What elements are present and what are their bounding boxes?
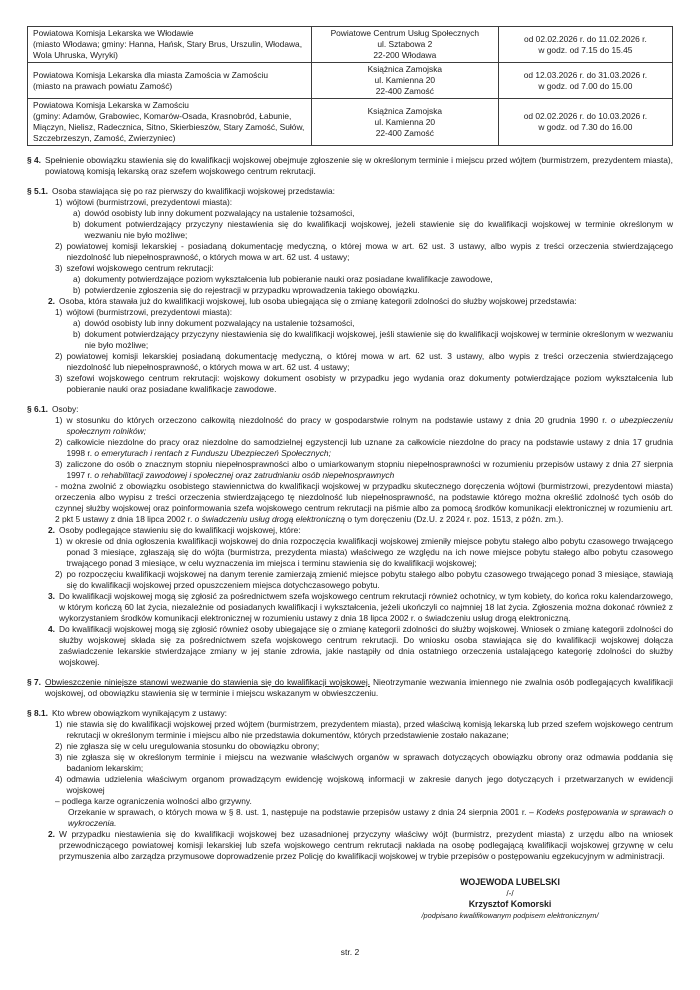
paragraph-text [59, 624, 673, 668]
document-body [27, 155, 673, 862]
paragraph-text [66, 569, 673, 591]
list-item [55, 437, 673, 459]
text-segment: dokument potwierdzający przyczyny niestawienia się do kwalifikacji wojskowej, jeśli stawienie się do kwalifikacji wojskowej w terminie określonym w wezwaniu nie było możliwe; [84, 329, 673, 350]
date-range: od 02.02.2026 r. do 11.02.2026 r. [524, 33, 647, 44]
text-segment: dokumenty potwierdzające poziom wykształcenia lub pobieranie nauki oraz posiadane kwalifikacje zawodowe, [84, 274, 493, 284]
list-item [55, 241, 673, 263]
text-segment: Kodeks postępowania w sprawach o wykroczenia. [68, 807, 673, 828]
item-marker: § 8.1. [27, 708, 48, 718]
list-item [55, 263, 673, 274]
signature-slash-mark: /-/ [506, 889, 514, 898]
paragraph-text [66, 741, 673, 752]
venue-cell [311, 27, 498, 63]
text-segment: o tym doręczeniu (Dz.U. z 2024 r. poz. 1513, z późn. zm.). [345, 514, 564, 524]
item-marker: 3. [48, 591, 55, 601]
paragraph-text [66, 437, 673, 459]
venue-name: Książnica Zamojska [367, 105, 443, 116]
text-segment: Orzekanie w sprawach, o których mowa w § 8. ust. 1, następuje na podstawie przepisów ustawy z dnia 24 sierpnia 2001 r. – [68, 807, 537, 817]
text-segment: szefowi wojskowego centrum rekrutacji: wojskowy dokument osobisty w przypadku jego wydania oraz dokumenty potwierdzające poziom wykształcenia lub pobieranie nauki oraz posiadane kwalifikacje zawodowe. [66, 373, 673, 394]
venue-city: 22-400 Zamość [375, 127, 434, 138]
list-item [73, 318, 673, 329]
text-segment: Osoba, która stawała już do kwalifikacji wojskowej, lub osoba ubiegająca się o zmianę kategorii zdolności do służby wojskowej przedstawia: [59, 296, 577, 306]
text-segment: Osoby podlegające stawieniu się do kwalifikacji wojskowej, które: [59, 525, 301, 535]
text-segment: o ubezpieczeniu społecznym rolników; [66, 415, 674, 436]
text-segment: potwierdzenie zgłoszenia się do rejestracji w przypadku wprowadzenia takiego obowiązku. [84, 285, 420, 295]
venue-street: ul. Sztabowa 2 [377, 39, 433, 49]
item-marker: § 5.1. [27, 186, 48, 196]
date-range: od 12.03.2026 r. do 31.03.2026 r. [523, 69, 648, 80]
text-segment: W przypadku niestawienia się do kwalifikacji wojskowej bez uzasadnionej przyczyny właściwy wójt (burmistrz, prezydent miasta) z urzędu albo na wniosek przewodniczącego powiatowej komisji lekarskiej lub szefa wojskowego centrum rekrutacji nakłada na osobę podlegającą kwalifikacji wojskowej grzywnę w celu przymuszenia albo zarządza przymusowe doprowadzenie przez Policję do kwalifikacji wojskowej w trybie przepisów o postępowaniu egzekucyjnym w administracji. [59, 829, 673, 861]
paragraph-text [84, 274, 673, 285]
hours-range: w godz. od 7.15 do 15.45 [538, 44, 633, 55]
commission-cell [28, 63, 312, 99]
item-marker: 3) [55, 459, 63, 469]
item-marker: § 6.1. [27, 404, 48, 414]
text-segment: o rehabilitacji zawodowej i społecznej oraz zatrudnianiu osób niepełnosprawnych [94, 470, 395, 480]
paragraph-text [66, 752, 673, 774]
venue-city: 22-200 Włodawa [373, 50, 437, 60]
list-item [55, 415, 673, 437]
paragraph-text [66, 459, 673, 481]
text-segment: wójtowi (burmistrzowi, prezydentowi miasta): [66, 307, 233, 317]
paragraph-text [84, 208, 673, 219]
paragraph-text [68, 807, 673, 829]
text-segment: nie stawia się do kwalifikacji wojskowej przed wójtem (burmistrzem, prezydentem miasta), przed właściwą komisją lekarską lub przed szefem wojskowego centrum rekrutacji w określonym terminie i miejscu albo nie przedstawia dokumentów, których przedstawienie zostało nakazane; [66, 719, 673, 740]
text-segment: odmawia udzielenia właściwym organom prowadzącym ewidencję wojskową informacji w zakresie danych jego dotyczących i przetwarzanych w ewidencji wojskowej [66, 774, 673, 795]
item-marker: 1) [55, 197, 63, 207]
table-row [28, 63, 673, 99]
item-marker: § 7. [27, 677, 41, 687]
section-paragraph [27, 677, 673, 699]
section-paragraph [27, 155, 673, 177]
dates-cell [498, 99, 672, 146]
text-segment: powiatowej komisji lekarskiej - posiadaną dokumentację medyczną, o której mowa w art. 62 ust. 3 ustawy, albo wypis z treści orzeczenia stwierdzającego niezdolność lub niepełnosprawność, o których mowa w art. 62 ust. 4 ustawy; [66, 241, 673, 262]
list-item [55, 741, 673, 752]
paragraph-text [66, 197, 673, 208]
text-segment: w stosunku do których orzeczono całkowitą niezdolność do pracy w gospodarstwie rolnym na podstawie ustawy z dnia 20 grudnia 1990 r. [66, 415, 611, 425]
dates-cell [498, 63, 672, 99]
text-segment: całkowicie niezdolne do pracy oraz niezdolne do samodzielnej egzystencji lub uznane za całkowicie niezdolne do pracy na podstawie ustawy z dnia 17 grudnia 1998 r. [66, 437, 673, 458]
paragraph-text [52, 708, 673, 719]
text-segment: o emeryturach i rentach z Funduszu Ubezpieczeń Społecznych; [94, 448, 331, 458]
list-item [55, 752, 673, 774]
list-item [55, 719, 673, 741]
section-paragraph [27, 404, 673, 415]
dates-cell [498, 27, 672, 63]
text-segment: nie zgłasza się w określonym terminie i miejscu na wezwanie właściwych organów w sprawach dotyczących obowiązku obrony oraz odmawia poddania się badaniom lekarskim; [66, 752, 673, 773]
item-marker: a) [73, 208, 81, 218]
commission-cell [28, 27, 312, 63]
text-segment: zaliczone do osób o znacznym stopniu niepełnosprawności albo o umiarkowanym stopniu niepełnosprawności w rozumieniu przepisów ustawy z dnia 27 sierpnia 1997 r. [66, 459, 673, 480]
text-segment: Do kwalifikacji wojskowej mogą się zgłosić również osoby ubiegające się o zmianę kategorii zdolności do służby wojskowej. Wniosek o zmianę kategorii zdolności do służby wojskowej składa się za pośrednictwem szefa wojskowego centrum rekrutacji. Do wniosku osoba stawiająca się do kwalifikacji wojskowej dołącza zaświadczenie lekarskie stwierdzające zmiany w jej stanie zdrowia, jakie nastąpiły od dnia ostatniego orzeczenia ustalającego kategorię zdolności do służby wojskowej. [59, 624, 673, 667]
paragraph-text [52, 404, 673, 415]
text-segment: nie zgłasza się w celu uregulowania stosunku do obowiązku obrony; [66, 741, 320, 751]
text-segment: dowód osobisty lub inny dokument pozwalający na ustalenie tożsamości, [84, 318, 355, 328]
text-segment: dowód osobisty lub inny dokument pozwalający na ustalenie tożsamości, [84, 208, 355, 218]
paragraph-text [59, 525, 673, 536]
text-segment: powiatowej komisji lekarskiej posiadaną dokumentację medyczną, o której mowa w art. 62 ust. 3 ustawy, albo wypis z treści orzeczenia stwierdzającego niezdolność lub niepełnosprawność, o których mowa w art. 62 ust. 4 ustawy; [66, 351, 673, 372]
commission-area: (miasto Włodawa; gminy: Hanna, Hańsk, Stary Brus, Urszulin, Włodawa, Wola Uhruska, Wyryki) [33, 39, 303, 60]
text-segment: Osoba stawiająca się po raz pierwszy do kwalifikacji wojskowej przedstawia: [51, 186, 335, 196]
venue-name: Książnica Zamojska [367, 64, 443, 74]
paragraph-text [55, 481, 673, 525]
signature-block [350, 877, 670, 921]
paragraph-text [66, 719, 673, 741]
page-number: str. 2 [340, 947, 360, 957]
text-segment: szefowi wojskowego centrum rekrutacji: [66, 263, 214, 273]
item-marker: 2) [55, 741, 63, 751]
venue-name: Powiatowe Centrum Usług Społecznych [330, 28, 480, 38]
paragraph-text [66, 415, 673, 437]
item-marker: 2. [48, 296, 55, 306]
paragraph-text [84, 285, 673, 296]
hours-range: w godz. od 7.30 do 16.00 [538, 122, 633, 132]
numbered-item [48, 525, 673, 536]
numbered-item [48, 591, 673, 624]
paragraph-text [66, 774, 673, 796]
text-segment: Do kwalifikacji wojskowej mogą się zgłosić za pośrednictwem szefa wojskowego centrum rekrutacji również ochotnicy, w tym kobiety, do końca roku kalendarzowego, w którym kończą 60 lat życia, niezależnie od posiadanych kwalifikacji i wykształcenia, jeżeli ukończyli co najmniej 18 lat życia. Zgłoszenia można dokonać również z wykorzystaniem środków komunikacji elektronicznej w rozumieniu ustawy z dnia 18 lipca 2002 r. o świadczeniu usług drogą elektroniczną. [59, 591, 673, 623]
item-marker: 2. [48, 829, 55, 839]
text-segment: po rozpoczęciu kwalifikacji wojskowej na danym terenie zamierzają zmienić miejsce pobytu stałego albo pobytu czasowego trwającego ponad 3 miesiące, stawiają się do kwalifikacji wojskowej przed opuszczeniem miejsca dotychczasowego pobytu. [66, 569, 673, 590]
numbered-item [48, 296, 673, 307]
signer-title: WOJEWODA LUBELSKI [460, 877, 560, 887]
paragraph-text [66, 307, 673, 318]
list-item [55, 307, 673, 318]
item-marker: a) [73, 318, 81, 328]
item-marker: § 4. [27, 155, 41, 165]
item-marker: 4. [48, 624, 55, 634]
list-item [73, 219, 673, 241]
item-marker: 2) [55, 569, 63, 579]
hours-range: w godz. od 7.00 do 15.00 [538, 80, 633, 91]
item-marker: b) [73, 285, 81, 295]
paragraph-text [59, 296, 673, 307]
signer-name: Krzysztof Komorski [468, 899, 552, 909]
item-marker: 1) [55, 415, 63, 425]
list-item [55, 459, 673, 481]
commission-schedule-table [27, 26, 673, 146]
item-marker: a) [73, 274, 81, 284]
date-range: od 02.02.2026 r. do 10.03.2026 r. [523, 111, 648, 121]
item-marker: 3) [55, 373, 63, 383]
section-paragraph [27, 708, 673, 719]
paragraph-text [66, 241, 673, 263]
text-segment: o świadczeniu usług drogą elektroniczną [194, 514, 346, 524]
paragraph-text [52, 186, 673, 197]
paragraph-text [66, 373, 673, 395]
paragraph-text [84, 219, 673, 241]
paragraph [68, 807, 673, 829]
electronic-signature-note: /podpisano kwalifikowanym podpisem elektronicznym/ [421, 911, 599, 920]
section-paragraph [27, 186, 673, 197]
list-item [73, 329, 673, 351]
text-segment: w okresie od dnia ogłoszenia kwalifikacji wojskowej do dnia rozpoczęcia kwalifikacji wojskowej zmieniły miejsce pobytu stałego albo pobytu czasowego trwającego ponad 3 miesiące, zgłaszają się do wójta (burmistrza, prezydenta miasta) właściwego ze względu na ich nowe miejsce pobytu stałego albo pobytu czasowego trwającego ponad 3 miesiące, w celu wyznaczenia im miejsca i terminu stawienia się do kwalifikacji wojskowej; [66, 536, 673, 568]
paragraph-text [66, 536, 673, 569]
text-segment: Osoby: [51, 404, 79, 414]
item-marker: 3) [55, 263, 63, 273]
paragraph-text [55, 796, 673, 807]
paragraph-text [66, 351, 673, 373]
text-segment: Kto wbrew obowiązkom wynikającym z ustawy: [51, 708, 227, 718]
item-marker: 2) [55, 241, 63, 251]
paragraph-text [59, 829, 673, 862]
paragraph-text [45, 677, 673, 699]
venue-cell [311, 99, 498, 146]
text-segment: Obwieszczenie niniejsze stanowi wezwanie do stawienia się do kwalifikacji wojskowej. [44, 677, 371, 687]
list-item [55, 536, 673, 569]
paragraph [55, 796, 673, 807]
item-marker: b) [73, 219, 81, 229]
venue-city: 22-400 Zamość [375, 86, 434, 96]
table-row [28, 99, 673, 146]
paragraph-text [84, 318, 673, 329]
paragraph-text [59, 591, 673, 624]
list-item [73, 208, 673, 219]
commission-area: (gminy: Adamów, Grabowiec, Komarów-Osada, Krasnobród, Łabunie, Miączyn, Nielisz, Radecznica, Sitno, Skierbieszów, Stary Zamość, Sułów, Szczebrzeszyn, Zamość, Zwierzyniec) [33, 111, 305, 143]
commission-area: (miasto na prawach powiatu Zamość) [33, 80, 173, 91]
item-marker: b) [73, 329, 81, 339]
list-item [55, 351, 673, 373]
venue-cell [311, 63, 498, 99]
list-item [55, 197, 673, 208]
item-marker: 2. [48, 525, 55, 535]
item-marker: 1) [55, 719, 63, 729]
item-marker: 3) [55, 752, 63, 762]
item-marker: 1) [55, 307, 63, 317]
text-segment: - można zwolnić z obowiązku osobistego stawiennictwa do kwalifikacji wojskowej w przypadku skutecznego doręczenia wójtowi (burmistrzowi, prezydentowi miasta) orzeczenia albo wypisu z treści orzeczenia stwierdzającego tę niezdolność lub niepełnosprawność, na podstawie którego można określić zdolność tych osób do czynnej służby wojskowej oraz poinformowania szefa wojskowego centrum rekrutacji na piśmie albo za pomocą środków komunikacji elektronicznej w rozumieniu art. 2 pkt 5 ustawy z dnia 18 lipca 2002 r. [55, 481, 673, 524]
paragraph [55, 481, 673, 525]
text-segment: Nieotrzymanie wezwania imiennego nie zwalnia osób podlegających kwalifikacji wojskowej, od obowiązku stawienia się w terminie i miejscu wskazanym w obwieszczeniu. [44, 677, 674, 698]
venue-street: ul. Kamienna 20 [374, 75, 436, 85]
list-item [73, 274, 673, 285]
text-segment: Spełnienie obowiązku stawienia się do kwalifikacji wojskowej obejmuje zgłoszenie się w określonym terminie i miejscu przed wójtem (burmistrzem, prezydentem miasta), powiatową komisją lekarską oraz szefem wojskowego centrum rekrutacji. [44, 155, 673, 176]
commission-cell [28, 99, 312, 146]
numbered-item [48, 624, 673, 668]
text-segment: – podlega karze ograniczenia wolności albo grzywny. [55, 796, 252, 806]
paragraph-text [45, 155, 673, 177]
list-item [55, 774, 673, 796]
item-marker: 2) [55, 437, 63, 447]
list-item [55, 373, 673, 395]
paragraph-text [84, 329, 673, 351]
commission-name: Powiatowa Komisja Lekarska we Włodawie [33, 28, 194, 38]
commission-name: Powiatowa Komisja Lekarska w Zamościu [33, 100, 189, 110]
text-segment: dokument potwierdzający przyczyny niestawienia się do kwalifikacji wojskowej, jeżeli stawienie się do kwalifikacji wojskowej w terminie określonym w wezwaniu nie było możliwe; [84, 219, 673, 240]
table-row [28, 27, 673, 63]
text-segment: wójtowi (burmistrzowi, prezydentowi miasta): [66, 197, 233, 207]
list-item [55, 569, 673, 591]
paragraph-text [66, 263, 673, 274]
numbered-item [48, 829, 673, 862]
list-item [73, 285, 673, 296]
item-marker: 4) [55, 774, 63, 784]
item-marker: 1) [55, 536, 63, 546]
commission-name: Powiatowa Komisja Lekarska dla miasta Zamościa w Zamościu [33, 69, 269, 80]
item-marker: 2) [55, 351, 63, 361]
venue-street: ul. Kamienna 20 [374, 116, 436, 127]
